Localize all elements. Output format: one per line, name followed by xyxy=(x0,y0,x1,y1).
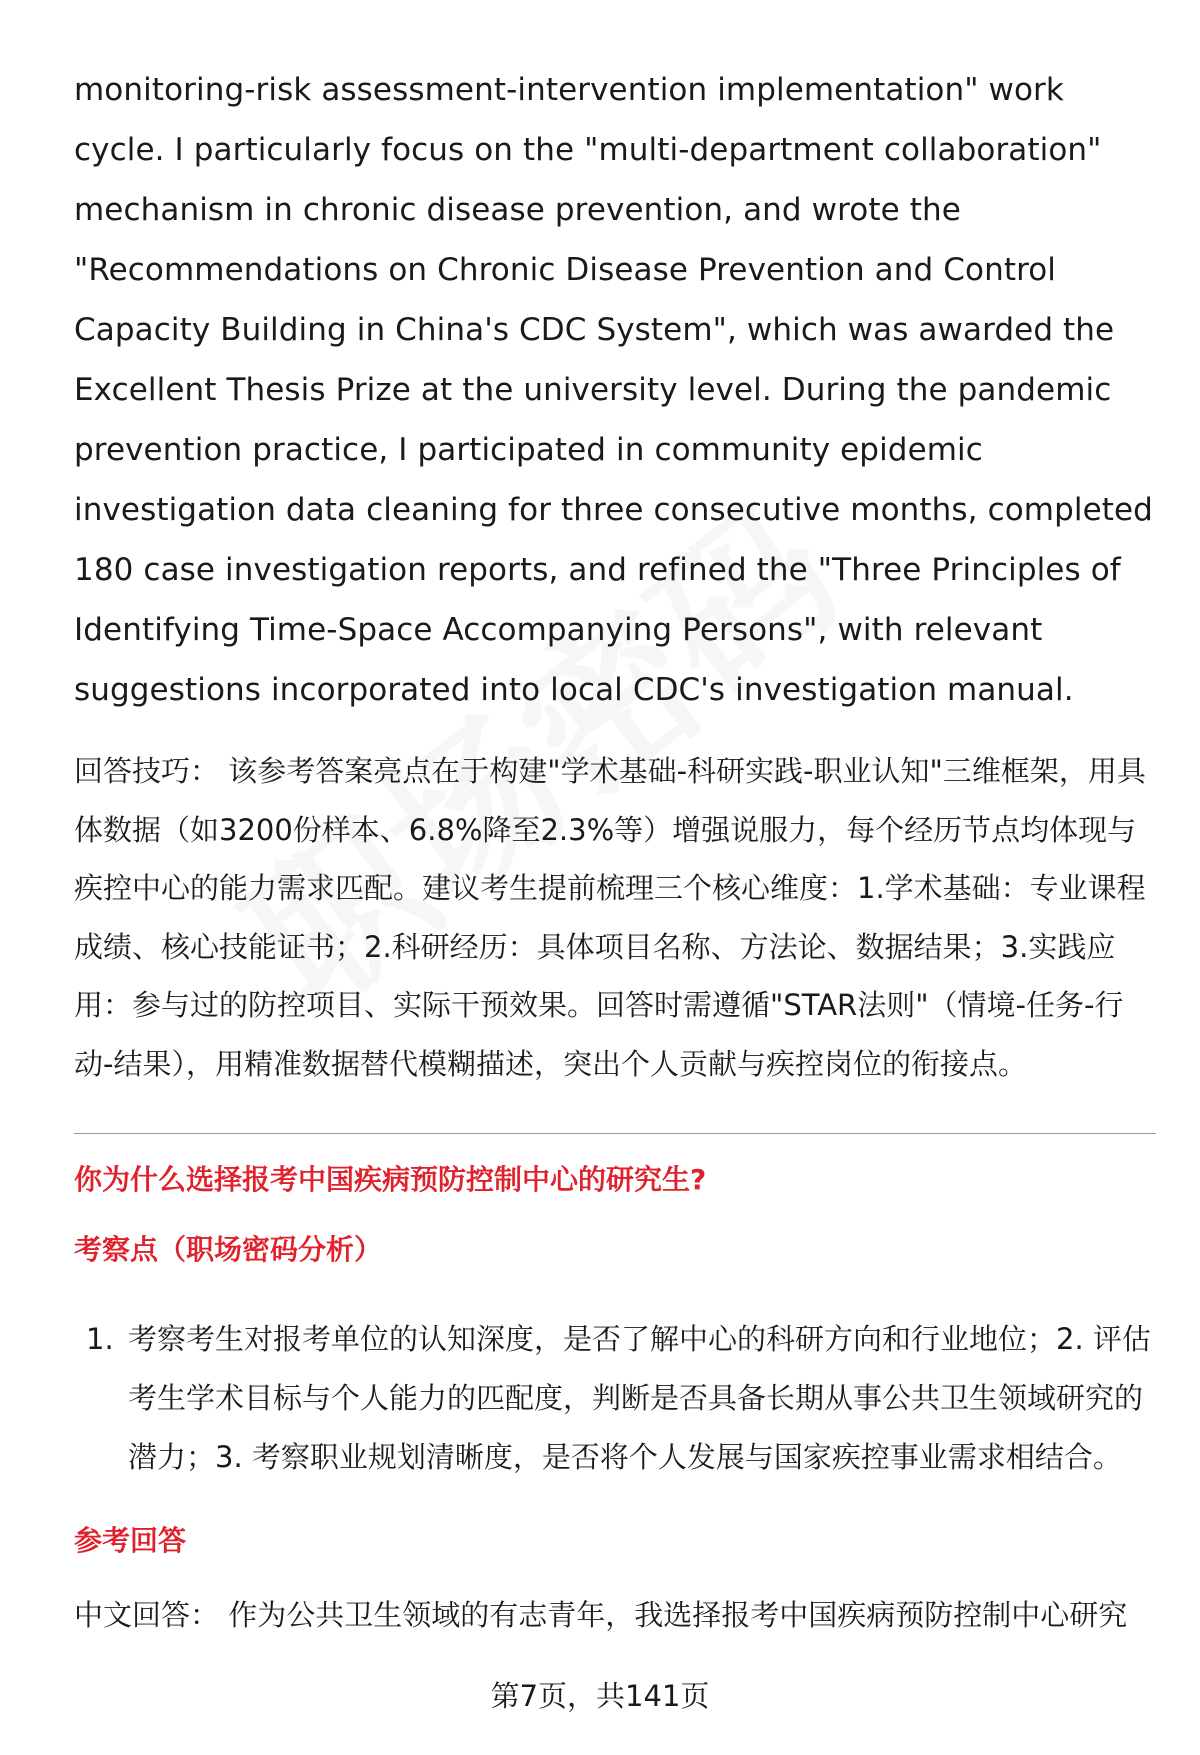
document-page xyxy=(74,60,1154,1635)
list-item-text: 考察考生对报考单位的认知深度，是否了解中心的科研方向和行业地位；2. 评估考生学术目标与个人能力的匹配度，判断是否具备长期从事公共卫生领域研究的潜力；3. 考察职业规划清晰度，是否将个人发展与国家疾控事业需求相结合。 xyxy=(128,1322,1151,1474)
list-item-number: 1. xyxy=(86,1322,114,1356)
reference-answer-heading: 参考回答 xyxy=(74,1524,187,1557)
page-footer: 第7页，共141页 xyxy=(490,1679,710,1713)
chinese-answer-paragraph xyxy=(74,1595,1154,1635)
tips-label: 回答技巧： xyxy=(74,754,220,788)
section-divider xyxy=(74,1133,1156,1134)
assessment-heading: 考察点（职场密码分析） xyxy=(74,1233,383,1266)
english-answer-paragraph: monitoring-risk assessment-intervention implementation" work cycle. I particularly focus on the "multi-department collaboration" mechanism in chronic disease prevention, and wrote the "Recommendations on Chronic Disease Prevention and Control Capacity Building in China's CDC System", which was awarded the Excellent Thesis Prize at the university level. During the pandemic prevention practice, I participated in community epidemic investigation data cleaning for three consecutive months, completed 180 case investigation reports, and refined the "Three Principles of Identifying Time-Space Accompanying Persons", with relevant suggestions incorporated into local CDC's investigation manual. xyxy=(74,72,1153,708)
question-heading: 你为什么选择报考中国疾病预防控制中心的研究生? xyxy=(74,1163,707,1196)
assessment-list-item xyxy=(74,1310,1154,1487)
tips-text: 该参考答案亮点在于构建"学术基础-科研实践-职业认知"三维框架，用具体数据（如3200份样本、6.8%降至2.3%等）增强说服力，每个经历节点均体现与疾控中心的能力需求匹配。建议考生提前梳理三个核心维度：1.学术基础：专业课程成绩、核心技能证书；2.科研经历：具体项目名称、方法论、数据结果；3.实践应用：参与过的防控项目、实际干预效果。回答时需遵循"STAR法则"（情境-任务-行动-结果），用精准数据替代模糊描述，突出个人贡献与疾控岗位的衔接点。 xyxy=(74,754,1146,1081)
answer-label: 中文回答： xyxy=(74,1598,220,1632)
answer-tips-paragraph xyxy=(74,742,1154,1093)
answer-text: 作为公共卫生领域的有志青年，我选择报考中国疾病预防控制中心研究 xyxy=(219,1598,1128,1632)
